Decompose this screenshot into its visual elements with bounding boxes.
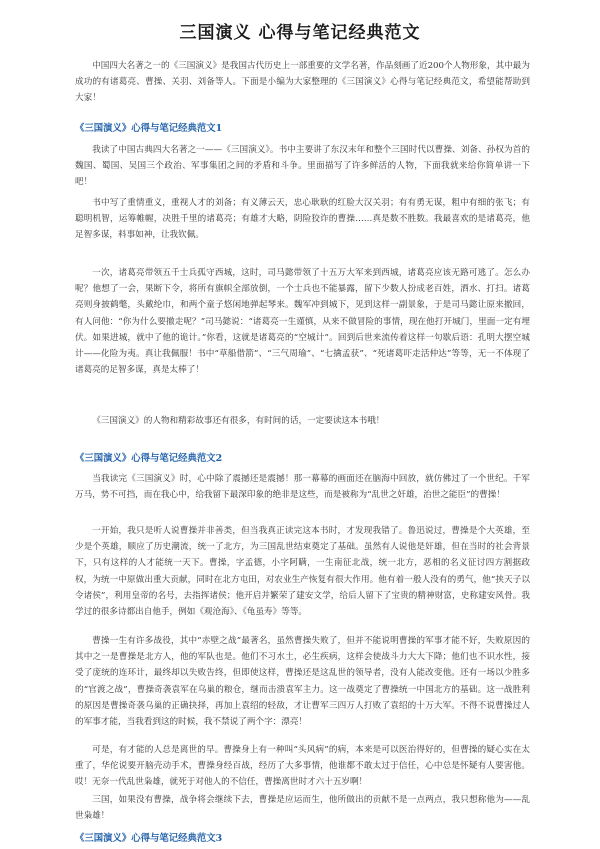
intro-paragraph: 中国四大名著之一的《三国演义》是我国古代历史上一部重要的文学名著，作品刻画了近200个人物形象，其中最为成功的有诸葛亮、曹操、关羽、刘备等人。下面是小编为大家整理的《三国演义》心得与笔记经典范文，希望能帮助到大家！ — [75, 61, 530, 104]
section-heading-1: 《三国演义》心得与笔记经典范文1 — [75, 123, 223, 134]
section-1-paragraph-2: 书中写了重情重义，重视人才的刘备；有义薄云天，忠心耿耿的红脸大汉关羽；有有勇无谋，粗中有细的张飞；有聪明机智，运筹帷幄，决胜千里的诸葛亮；有雄才大略，阴险狡诈的曹操……真是数不胜数。我最喜欢的是诸葛亮，他足智多谋，料事如神，让我钦佩。 — [75, 198, 530, 241]
section-1-paragraph-3: 一次，诸葛亮带领五千士兵孤守西城，这时，司马懿带领了十五万大军来到西城，诸葛亮应该无路可逃了。怎么办呢？他想了一会，果断下令，将所有旗帜全部放倒，一个士兵也不能暴露，留下少数人扮成老百姓，洒水、打扫。诸葛亮则身披鹤氅，头戴纶巾，和两个童子悠闲地弹起琴来。魏军冲到城下，见到这样一副景象，于是司马懿让原来撤回，有人问他：“你为什么要撤走呢？”司马懿说：“诸葛亮一生谨慎，从来不做冒险的事情，现在他打开城门，里面一定有埋伏。如果进城，就中了他的诡计。”你看，这就是诸葛亮的“空城计”。回到后世来流传着这样一句歇后语：孔明大摆空城计——化险为夷。真让我佩服！书中“草船借箭”、“三气周瑜”、“七擒孟获”、“死诸葛吓走活仲达”等等，无一不体现了诸葛亮的足智多谋，真是太棒了！ — [75, 268, 530, 376]
section-2-paragraph-2: 一开始，我只是听人说曹操并非善类，但当我真正读完这本书时，才发现我错了。鲁迅说过，曹操是个大英雄，至少是个英雄，顺应了历史潮流，统一了北方，为三国乱世结束奠定了基础。虽然有人说他是奸雄，但在当时的社会背景下，只有这样的人才能统一天下。曹操，字孟德，小字阿瞒，一生南征北战，统一北方，恶相的名义征讨四方割据政权，为统一中原做出重大贡献，同时在北方屯田，对农业生产恢复有很大作用。他有着一般人没有的勇气，他“挟天子以令诸侯”，利用皇帝的名号，去指挥诸侯；他开启并繁荣了建安文学，给后人留下了宝贵的精神财富，史称建安风骨。我学过的很多诗都出自他手，例如《观沧海》、《龟虽寿》等等。 — [75, 526, 530, 618]
section-1-paragraph-4: 《三国演义》的人物和精彩故事还有很多，有时间的话，一定要读这本书哦！ — [92, 416, 385, 426]
document-title: 三国演义 心得与笔记经典范文 — [179, 23, 421, 43]
section-1-paragraph-1: 我读了中国古典四大名著之一——《三国演义》。书中主要讲了东汉末年和整个三国时代以曹操、刘备、孙权为首的魏国、蜀国、吴国三个政治、军事集团之间的矛盾和斗争。里面描写了许多鲜活的人物，下面我就来给你简单讲一下吧！ — [75, 145, 530, 188]
section-2-paragraph-5: 三国，如果没有曹操，战争将会继续下去，曹操是应运而生，他所做出的贡献不是一点两点，我只想称他为——乱世枭雄！ — [75, 795, 530, 822]
section-2-paragraph-4: 可是，有才能的人总是离世的早。曹操身上有一种叫“头风病”的病，本来是可以医治得好的，但曹操的疑心实在太重了，华佗说要开脑壳动手术，曹操身经百战，经历了大多事情，他谁都不敢太过于信任，心中总是怀疑有人要害他。哎！无奈一代乱世枭雄，就死于对他人的不信任，曹操离世时才六十五岁啊！ — [75, 745, 530, 788]
section-heading-3: 《三国演义》心得与笔记经典范文3 — [75, 833, 223, 844]
section-2-paragraph-3: 曹操一生有许多战役，其中“赤壁之战”最著名，虽然曹操失败了，但并不能说明曹操的军事才能不好，失败原因的其中之一是曹操是北方人，他的军队也是。他们不习水土，必生疾病，这样会使战斗力大大下降；他们也不识水性，接受了庞统的连环计，最终却以失败告终，但即使这样，曹操还是这乱世的领导者，没有人能改变他。还有一场以少胜多的“官渡之战”，曹操奇袭袁军在乌巢的粮仓，继而击溃袁军主力。这一战奠定了曹操统一中国北方的基础。这一战胜利的原因是曹操奇袭乌巢的正确抉择，再加上袁绍的轻敌，才让曹军三四万人打败了袁绍的十万大军。不得不说曹操过人的军事才能，当我看到这的时候，我不禁说了两个字：漂亮！ — [75, 636, 530, 728]
section-2-paragraph-1: 当我读完《三国演义》时，心中除了震撼还是震撼！那一幕幕的画面还在脑海中回放，就仿佛过了一个世纪。千军万马，势不可挡，而在我心中，给我留下最深印象的绝非是这些，而是被称为“乱世之奸雄，治世之能臣”的曹操！ — [75, 474, 530, 501]
section-heading-2: 《三国演义》心得与笔记经典范文2 — [75, 453, 223, 464]
